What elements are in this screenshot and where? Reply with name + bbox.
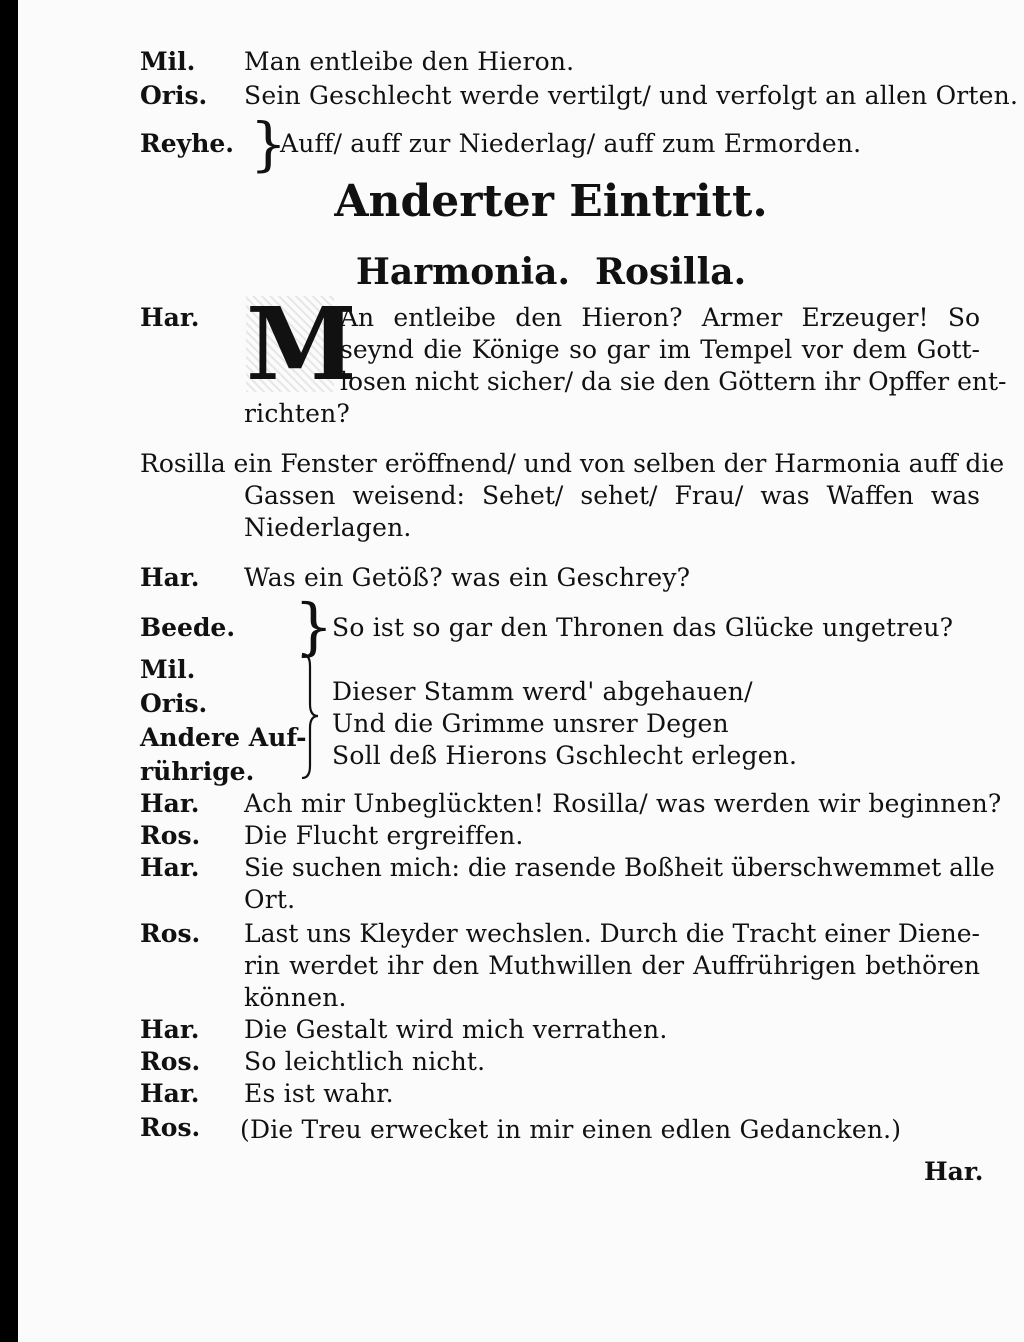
dialogue-3-line-2: Ort.: [244, 885, 296, 914]
dialogue-4-line-3: können.: [244, 983, 347, 1012]
speaker-har-1: Har.: [140, 303, 200, 332]
brace-beede: }: [294, 590, 334, 663]
beede-line: So ist so gar den Thronen das Glücke ungetreu?: [332, 613, 954, 642]
chorus-line-1: Dieser Stamm werd' abgehauen/: [332, 677, 753, 706]
har1-line-4: richten?: [244, 399, 350, 428]
chorus-line-3: Soll deß Hierons Gschlecht erlegen.: [332, 741, 798, 770]
line-oris: Sein Geschlecht werde vertilgt/ und verfolgt an allen Orten.: [244, 81, 1019, 110]
dialogue-1-line-1: Ach mir Unbeglückten! Rosilla/ was werden wir beginnen?: [244, 789, 1002, 818]
dialogue-4-line-1: Last uns Kleyder wechslen. Durch die Tracht einer Diene-: [244, 919, 980, 948]
page: [18, 0, 1024, 1342]
chorus-speaker-1: Mil.: [140, 655, 196, 684]
dialogue-3-line-1: Sie suchen mich: die rasende Boßheit überschwemmet alle: [244, 853, 995, 882]
brace-chorus: [300, 652, 320, 780]
drop-cap: M: [246, 285, 357, 403]
speaker-beede: Beede.: [140, 613, 236, 642]
chorus-speaker-2: Oris.: [140, 689, 208, 718]
direction-line-2: Gassen weisend: Sehet/ sehet/ Frau/ was Waffen was: [244, 481, 980, 510]
dialogue-5-line-1: Die Gestalt wird mich verrathen.: [244, 1015, 668, 1044]
brace-reyhe: }: [250, 110, 287, 178]
dialogue-2-line-1: Die Flucht ergreiffen.: [244, 821, 524, 850]
dialogue-8-line-1: (Die Treu erwecket in mir einen edlen Gedancken.): [240, 1115, 902, 1144]
speaker-har-2: Har.: [140, 563, 200, 592]
line-reyhe: Auff/ auff zur Niederlag/ auff zum Ermorden.: [280, 129, 862, 158]
chorus-speaker-3: Andere Auf-: [140, 723, 307, 752]
line-mil: Man entleibe den Hieron.: [244, 47, 575, 76]
har1-line-1: An entleibe den Hieron? Armer Erzeuger! So: [340, 303, 980, 332]
chorus-line-2: Und die Grimme unsrer Degen: [332, 709, 729, 738]
speaker-oris: Oris.: [140, 81, 208, 110]
dialogue-speaker-6: Ros.: [140, 1047, 201, 1076]
dialogue-speaker-1: Har.: [140, 789, 200, 818]
speaker-mil: Mil.: [140, 47, 196, 76]
dialogue-speaker-2: Ros.: [140, 821, 201, 850]
dialogue-speaker-5: Har.: [140, 1015, 200, 1044]
direction-line-3: Niederlagen.: [244, 513, 412, 542]
speaker-reyhe: Reyhe.: [140, 129, 234, 158]
dialogue-speaker-7: Har.: [140, 1079, 200, 1108]
dialogue-4-line-2: rin werdet ihr den Muthwillen der Auffrührigen bethören: [244, 951, 980, 980]
chorus-speaker-4: rührige.: [140, 757, 255, 786]
har2-line: Was ein Getöß? was ein Geschrey?: [244, 563, 691, 592]
dialogue-6-line-1: So leichtlich nicht.: [244, 1047, 486, 1076]
scene-characters: Harmonia. Rosilla.: [355, 251, 747, 293]
dialogue-speaker-8: Ros.: [140, 1113, 201, 1142]
har1-line-2: seynd die Könige so gar im Tempel vor dem Gott-: [340, 335, 980, 364]
har1-line-3: losen nicht sicher/ da sie den Göttern ihr Opffer ent-: [340, 367, 1007, 396]
scene-title: Anderter Eintritt.: [334, 176, 768, 227]
direction-line-1: Rosilla ein Fenster eröffnend/ und von selben der Harmonia auff die: [140, 449, 1005, 478]
dialogue-7-line-1: Es ist wahr.: [244, 1079, 394, 1108]
dialogue-speaker-4: Ros.: [140, 919, 201, 948]
catchword: Har.: [924, 1157, 984, 1186]
dialogue-speaker-3: Har.: [140, 853, 200, 882]
